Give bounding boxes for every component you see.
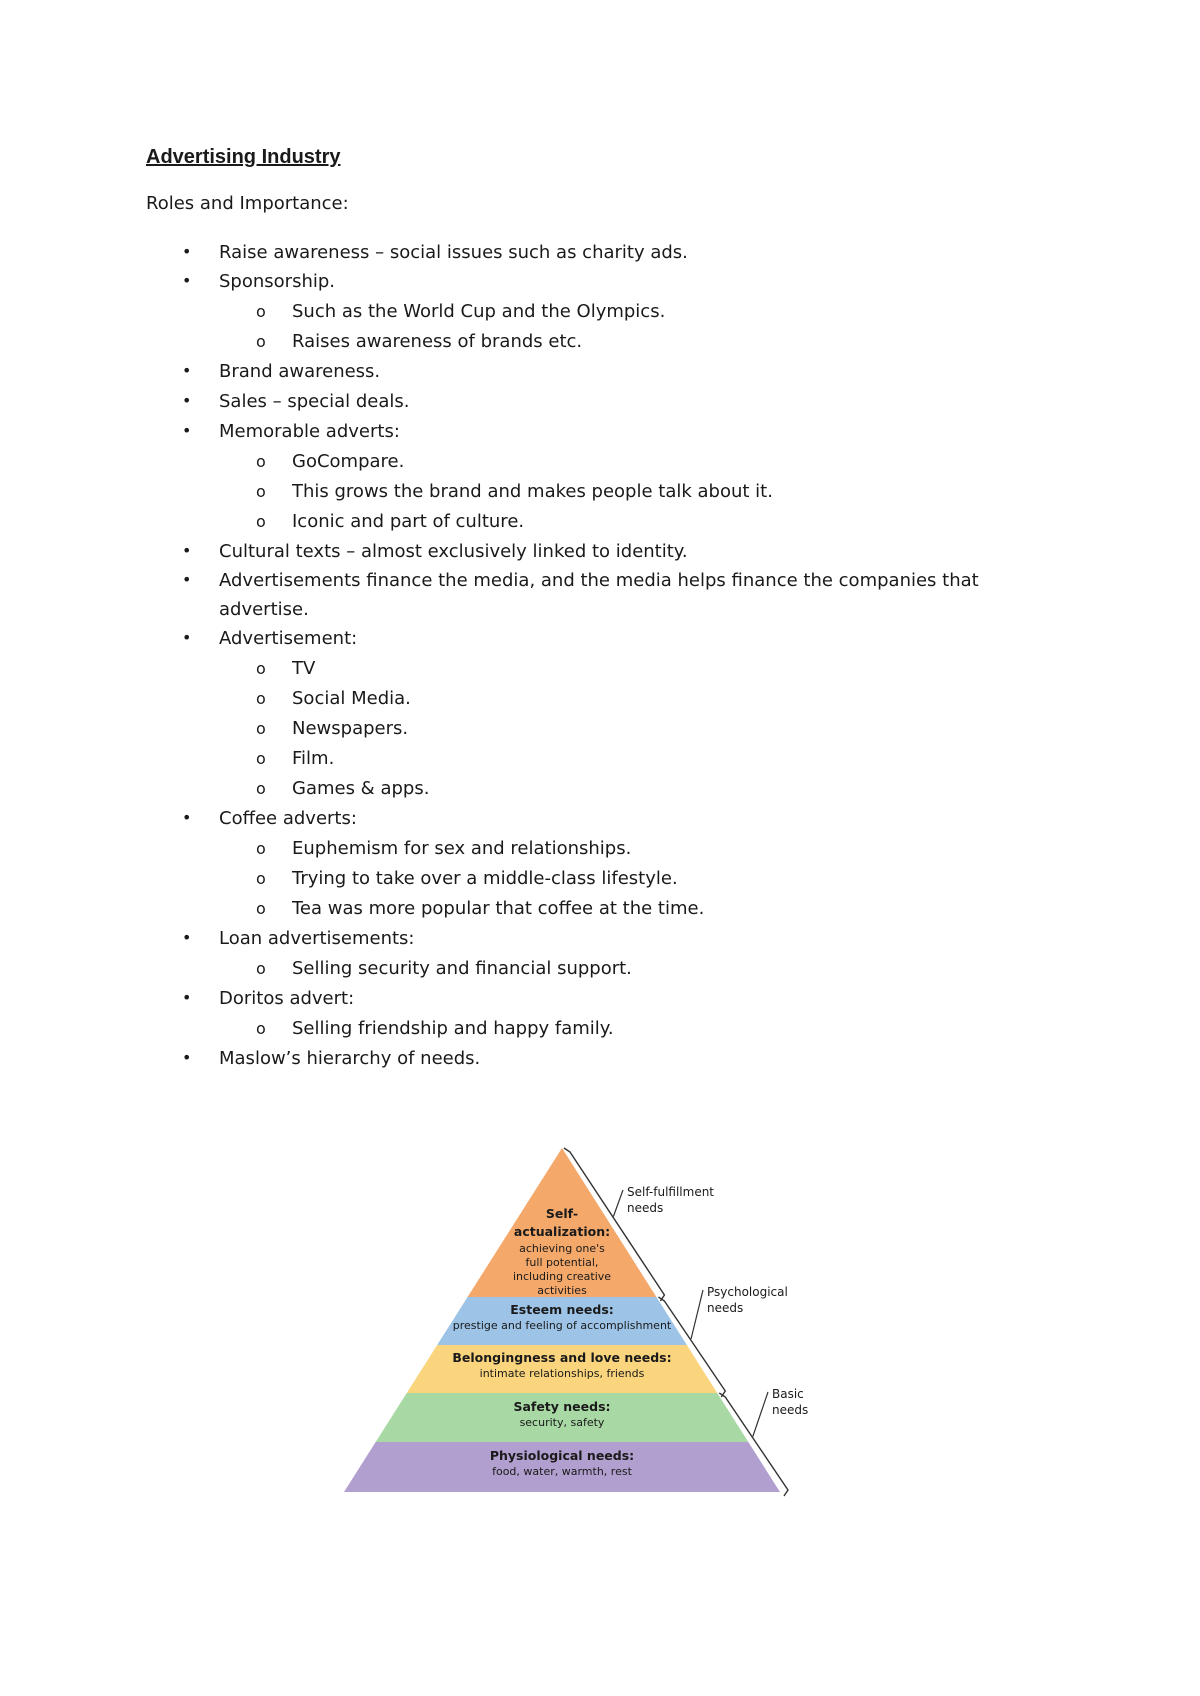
list-item: Memorable adverts: (219, 421, 400, 442)
list-item: Sponsorship. (219, 271, 335, 292)
sub-bullet-marker: o (256, 779, 266, 798)
list-item: Doritos advert: (219, 988, 355, 1009)
list-item: Loan advertisements: (219, 928, 415, 949)
sub-list-item: Social Media. (292, 688, 411, 709)
sub-bullet-marker: o (256, 839, 266, 858)
list-item: Raise awareness – social issues such as charity ads. (219, 242, 688, 263)
tier-description: food, water, warmth, rest (492, 1465, 632, 1478)
sub-bullet-marker: o (256, 482, 266, 501)
bullet-marker: • (182, 391, 192, 410)
sub-list-item: Selling security and financial support. (292, 958, 632, 979)
sub-list-item: Trying to take over a middle-class lifestyle. (292, 868, 678, 889)
sub-bullet-marker: o (256, 452, 266, 471)
bullet-marker: • (182, 808, 192, 827)
sub-bullet-marker: o (256, 899, 266, 918)
sub-list-item: Such as the World Cup and the Olympics. (292, 301, 666, 322)
sub-list-item: Raises awareness of brands etc. (292, 331, 583, 352)
sub-list-item: Euphemism for sex and relationships. (292, 838, 632, 859)
tier-description: activities (537, 1284, 587, 1297)
list-item: Maslow’s hierarchy of needs. (219, 1048, 481, 1069)
list-item: Coffee adverts: (219, 808, 357, 829)
bracket-label: Basic (772, 1387, 804, 1401)
sub-bullet-marker: o (256, 959, 266, 978)
sub-list-item: Newspapers. (292, 718, 409, 739)
bullet-marker: • (182, 570, 192, 589)
tier-description: security, safety (519, 1416, 605, 1429)
tier-title: actualization: (513, 1224, 611, 1239)
bullet-marker: • (182, 541, 192, 560)
bullet-marker: • (182, 1048, 192, 1067)
sub-bullet-marker: o (256, 719, 266, 738)
sub-list-item: GoCompare. (292, 451, 405, 472)
maslow-pyramid-figure (340, 1140, 830, 1510)
sub-bullet-marker: o (256, 512, 266, 531)
sub-bullet-marker: o (256, 302, 266, 321)
sub-list-item: Iconic and part of culture. (292, 511, 525, 532)
bracket-pointer (613, 1190, 623, 1217)
list-item: Brand awareness. (219, 361, 381, 382)
sub-bullet-marker: o (256, 749, 266, 768)
sub-list-item: Selling friendship and happy family. (292, 1018, 614, 1039)
tier-description: full potential, (525, 1256, 599, 1269)
sub-list-item: This grows the brand and makes people talk about it. (292, 481, 773, 502)
section-subtitle: Roles and Importance: (146, 193, 349, 214)
bracket-label: needs (627, 1201, 664, 1215)
sub-list-item: Tea was more popular that coffee at the time. (292, 898, 705, 919)
tier-description: including creative (512, 1270, 612, 1283)
bullet-marker: • (182, 242, 192, 261)
bullet-marker: • (182, 988, 192, 1007)
bullet-marker: • (182, 271, 192, 290)
sub-list-item: Games & apps. (292, 778, 430, 799)
bracket-label: Psychological (707, 1285, 788, 1299)
list-item: Cultural texts – almost exclusively linked to identity. (219, 541, 688, 562)
tier-title: Esteem needs: (510, 1302, 614, 1317)
tier-description: intimate relationships, friends (479, 1367, 645, 1380)
bracket-label: needs (772, 1403, 809, 1417)
sub-bullet-marker: o (256, 332, 266, 351)
bracket-label: Self-fulfillment (627, 1185, 715, 1199)
tier-description: achieving one's (519, 1242, 605, 1255)
maslow-pyramid (340, 1140, 830, 1510)
sub-bullet-marker: o (256, 1019, 266, 1038)
list-item: advertise. (219, 599, 309, 620)
list-item: Sales – special deals. (219, 391, 410, 412)
list-item: Advertisements finance the media, and the media helps finance the companies that (219, 570, 979, 591)
sub-bullet-marker: o (256, 689, 266, 708)
document-title: Advertising Industry (146, 146, 341, 168)
bracket-pointer (753, 1392, 768, 1437)
sub-list-item: Film. (292, 748, 335, 769)
bullet-marker: • (182, 361, 192, 380)
tier-title: Physiological needs: (489, 1448, 635, 1463)
bullet-marker: • (182, 421, 192, 440)
tier-title: Belongingness and love needs: (452, 1350, 672, 1365)
bullet-marker: • (182, 628, 192, 647)
sub-list-item: TV (292, 658, 316, 679)
bracket-label: needs (707, 1301, 744, 1315)
bracket-pointer (691, 1290, 703, 1339)
tier-title: Safety needs: (513, 1399, 611, 1414)
sub-bullet-marker: o (256, 869, 266, 888)
bullet-marker: • (182, 928, 192, 947)
sub-bullet-marker: o (256, 659, 266, 678)
tier-title: Self- (545, 1206, 579, 1221)
tier-description: prestige and feeling of accomplishment (452, 1319, 672, 1332)
list-item: Advertisement: (219, 628, 358, 649)
